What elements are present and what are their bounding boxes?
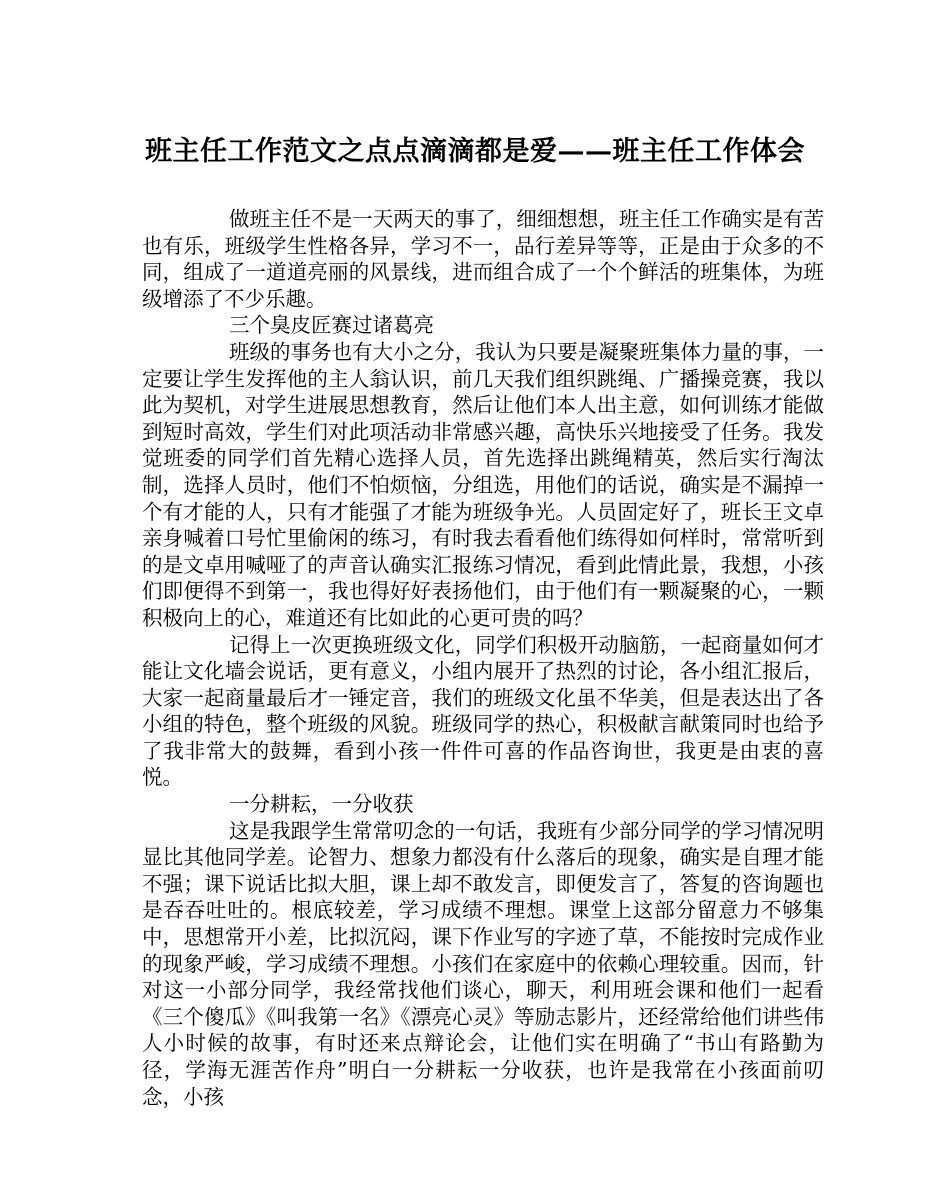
paragraph-class-affairs: 班级的事务也有大小之分，我认为只要是凝聚班集体力量的事，一定要让学生发挥他的主人翁认识，前几天我们组织跳绳、广播操竞赛，我以此为契机，对学生进展思想教育，然后让他们本人出主意，如何训练才能做到短时高效，学生们对此项活动非常感兴趣，高快乐兴地接受了任务。我发觉班委的同学们首先精心选择人员，首先选择出跳绳精英，然后实行淘汰制，选择人员时，他们不怕烦恼，分组选，用他们的话说，确实是不漏掉一个有才能的人，只有才能强了才能为班级争光。人员固定好了，班长王文卓亲身喊着口号忙里偷闲的练习，有时我去看看他们练得如何样时，常常听到的是文卓用喊哑了的声音认确实汇报练习情况，看到此情此景，我想，小孩们即便得不到第一，我也得好好表扬他们，由于他们有一颗凝聚的心，一颗积极向上的心，难道还有比如此的心更可贵的吗？ [142,339,824,630]
paragraph-struggling-students: 这是我跟学生常常叨念的一句话，我班有少部分同学的学习情况明显比其他同学差。论智力、想象力都没有什么落后的现象，确实是自理才能不强；课下说话比拟大胆，课上却不敢发言，即便发言了，答复的咨询题也是吞吞吐吐的。根底较差，学习成绩不理想。课堂上这部分留意力不够集中，思想常开小差，比拟沉闷，课下作业写的字迹了草，不能按时完成作业的现象严峻，学习成绩不理想。小孩们在家庭中的依赖心理较重。因而，针对这一小部分同学，我经常找他们谈心，聊天，利用班会课和他们一起看《三个傻瓜》《叫我第一名》《漂亮心灵》等励志影片，还经常给他们讲些伟人小时候的故事，有时还来点辩论会，让他们实在明确了“书山有路勤为径，学海无涯苦作舟”明白一分耕耘一分收获，也许是我常在小孩面前叨念，小孩 [142,818,824,1109]
section-heading-teamwork: 三个臭皮匠赛过诸葛亮 [229,313,434,338]
section-heading-effort: 一分耕耘，一分收获 [229,792,414,817]
paragraph-class-culture: 记得上一次更换班级文化，同学们积极开动脑筋，一起商量如何才能让文化墙会说话，更有意义，小组内展开了热烈的讨论，各小组汇报后，大家一起商量最后才一锤定音，我们的班级文化虽不华美，但是表达出了各小组的特色，整个班级的风貌。班级同学的热心，积极献言献策同时也给予了我非常大的鼓舞，看到小孩一件件可喜的作品咨询世，我更是由衷的喜悦。 [142,632,824,790]
document-title: 班主任工作范文之点点滴滴都是爱——班主任工作体会 [145,136,805,167]
paragraph-intro: 做班主任不是一天两天的事了，细细想想，班主任工作确实是有苦也有乐，班级学生性格各异，学习不一，品行差异等等，正是由于众多的不同，组成了一道道亮丽的风景线，进而组合成了一个个鲜活的班集体，为班级增添了不少乐趣。 [142,207,824,311]
document-body [142,206,824,1110]
